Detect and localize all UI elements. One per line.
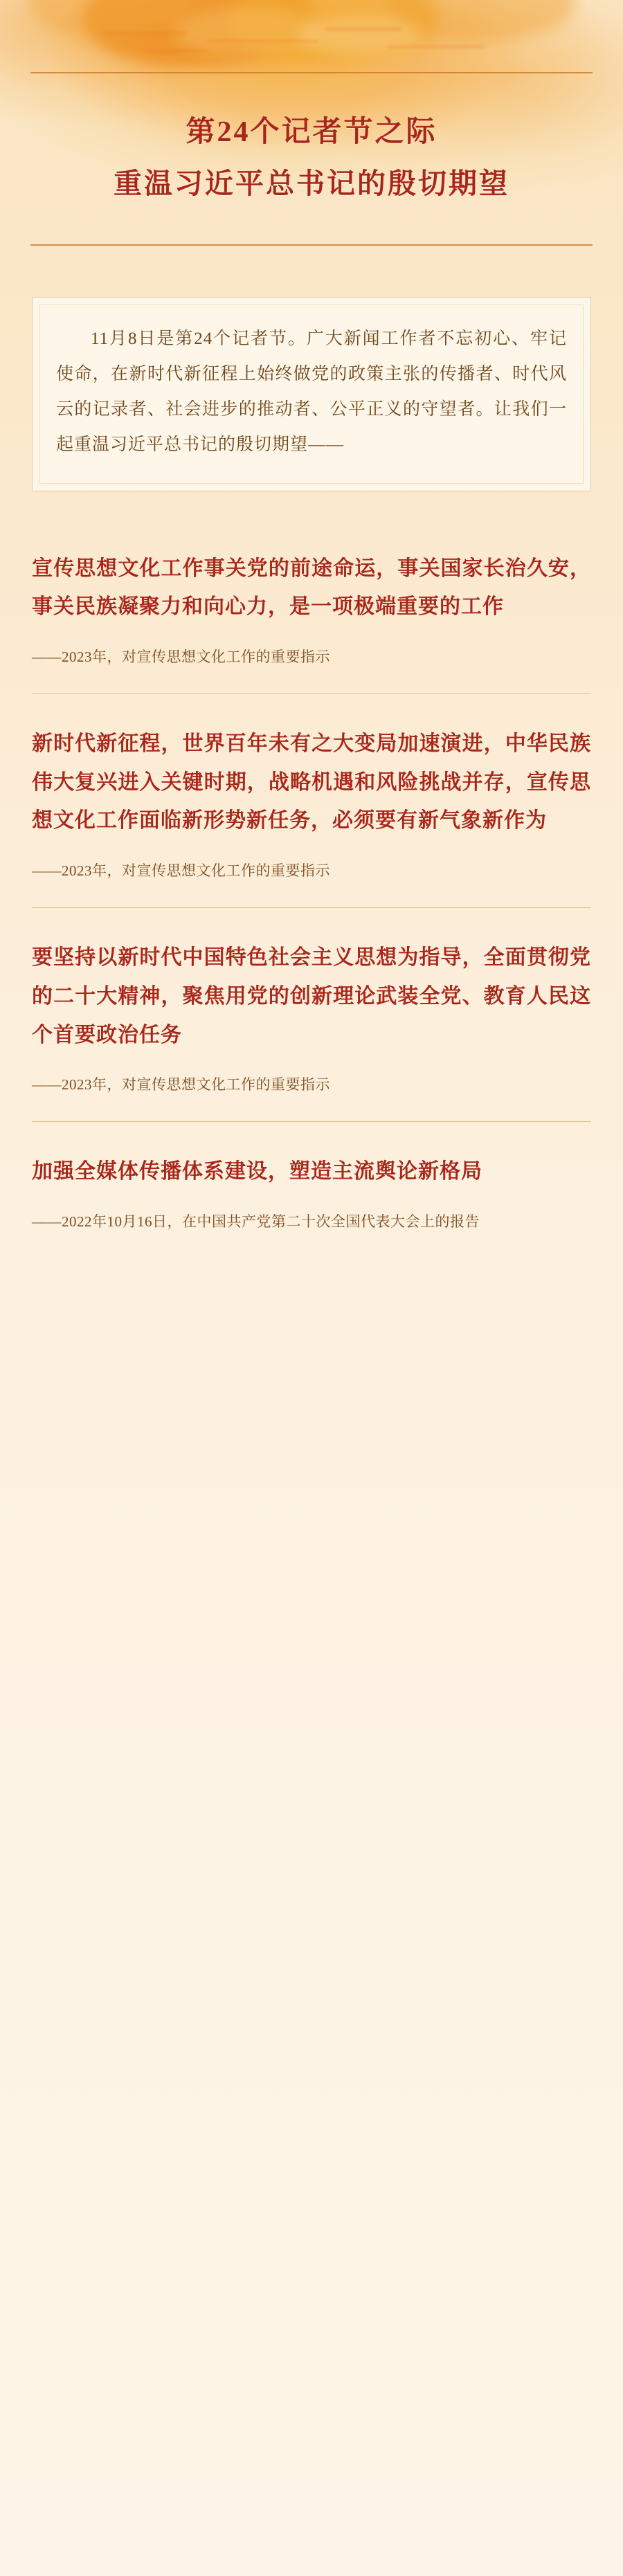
title-rule-bottom [30, 244, 593, 246]
quote-section [0, 1122, 623, 1246]
quote-section [0, 519, 623, 681]
quote-text: 新时代新征程，世界百年未有之大变局加速演进，中华民族伟大复兴进入关键时期，战略机遇和风险挑战并存，宣传思想文化工作面临新形势新任务，必须要有新气象新作为 [32, 732, 591, 833]
lead-paragraph-card [32, 297, 591, 491]
page-title-line-2: 重温习近平总书记的殷切期望 [114, 167, 509, 199]
quote-section [0, 694, 623, 895]
quote-source: ——2023年，对宣传思想文化工作的重要指示 [32, 648, 330, 666]
quote-text: 要坚持以新时代中国特色社会主义思想为指导，全面贯彻党的二十大精神，聚焦用党的创新理论武装全党、教育人民这个首要政治任务 [32, 945, 591, 1046]
lead-paragraph-text: 11月8日是第24个记者节。广大新闻工作者不忘初心、牢记使命，在新时代新征程上始终做党的政策主张的传播者、时代风云的记录者、社会进步的推动者、公平正义的守望者。让我们一起重温习近平总书记的殷切期望—— [56, 329, 567, 455]
quote-source: ——2023年，对宣传思想文化工作的重要指示 [32, 862, 330, 880]
article-content [0, 72, 623, 1329]
quote-source: ——2022年10月16日，在中国共产党第二十次全国代表大会上的报告 [32, 1213, 480, 1230]
quote-text: 宣传思想文化工作事关党的前途命运，事关国家长治久安，事关民族凝聚力和向心力，是一项极端重要的工作 [32, 556, 591, 619]
quote-section-list [0, 519, 623, 1246]
page-title-line-1: 第24个记者节之际 [186, 116, 437, 148]
quote-text: 加强全媒体传播体系建设，塑造主流舆论新格局 [32, 1160, 482, 1183]
quote-source: ——2023年，对宣传思想文化工作的重要指示 [32, 1076, 330, 1094]
title-rule-top [30, 72, 593, 73]
article-title-block [0, 72, 623, 246]
quote-section [0, 908, 623, 1109]
